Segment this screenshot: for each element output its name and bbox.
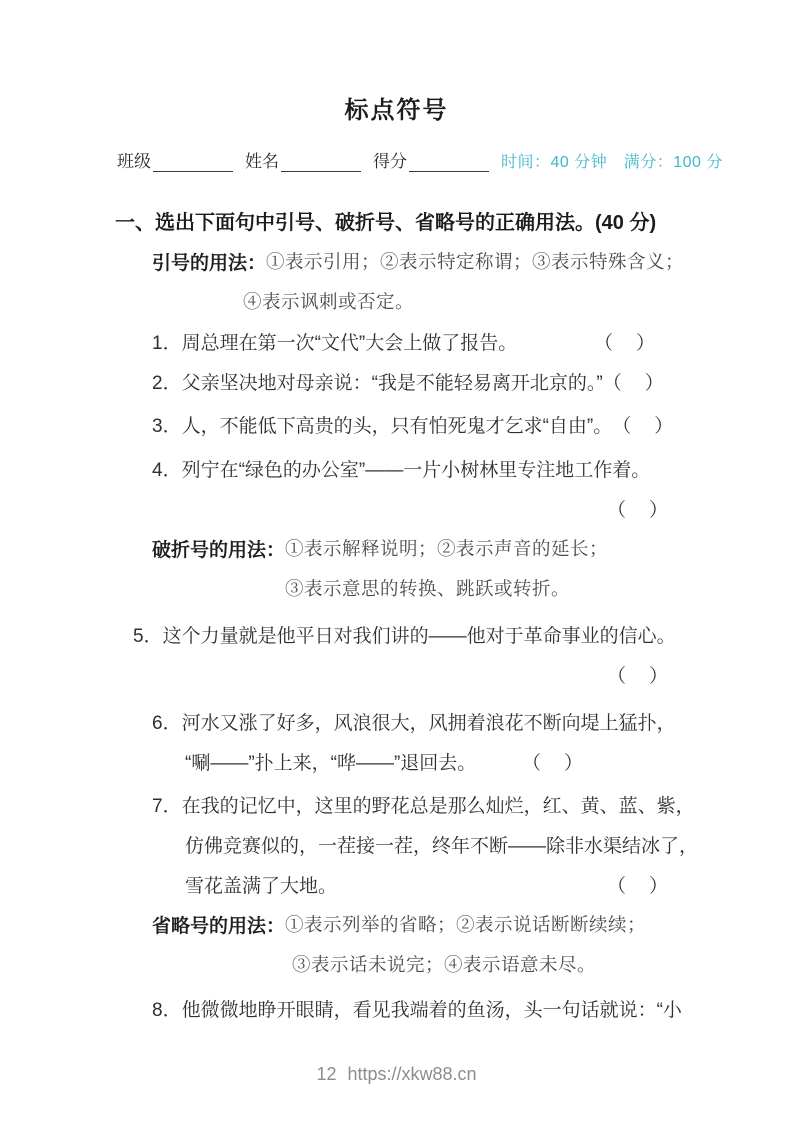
answer-blank: （ ） <box>612 415 676 437</box>
usage-line <box>152 281 685 321</box>
question-text: 4．列宁在“绿色的办公室”——一片小树林里专注地工作着。 <box>152 459 651 481</box>
question-text: 雪花盖满了大地。 <box>185 875 338 897</box>
answer-blank: （ ） <box>593 332 657 354</box>
question-text: 6．河水又涨了好多，风浪很大，风拥着浪花不断向堤上猛扑， <box>152 712 676 734</box>
question-text: “唰——”扑上来，“哗——”退回去。 <box>185 752 477 774</box>
question-text: 2．父亲坚决地对母亲说：“我是不能轻易离开北京的。” <box>152 372 603 394</box>
usage-text: ④表示讽刺或否定。 <box>243 293 415 313</box>
question-text: 1．周总理在第一次“文代”大会上做了报告。 <box>152 332 518 354</box>
class-blank-underline <box>153 155 233 172</box>
student-info-row <box>117 147 723 172</box>
question-line <box>152 988 685 1028</box>
question-2 <box>152 361 685 401</box>
answer-blank: （ ） <box>602 372 666 394</box>
class-field <box>117 147 233 172</box>
name-field <box>245 147 361 172</box>
page-title: 标点符号 <box>344 97 449 124</box>
answer-blank: （ ） <box>521 752 585 774</box>
answer-blank: （ ） <box>606 499 670 521</box>
section-content <box>0 241 793 1028</box>
question-line <box>152 784 695 824</box>
question-line <box>152 741 685 781</box>
page-footer <box>0 1064 793 1085</box>
question-text: 5．这个力量就是他平日对我们讲的——他对于革命事业的信心。 <box>133 625 676 647</box>
question-5 <box>133 614 685 694</box>
usage-ellipsis <box>152 904 685 984</box>
answer-blank-line <box>133 654 685 694</box>
question-line <box>152 404 685 444</box>
usage-text: ①表示列举的省略；②表示说话断断续续； <box>285 916 647 936</box>
answer-blank-line <box>152 488 685 528</box>
question-text: 7．在我的记忆中，这里的野花总是那么灿烂，红、黄、蓝、紫， <box>152 795 695 817</box>
question-3 <box>152 404 685 444</box>
usage-text: ①表示引用；②表示特定称谓；③表示特殊含义； <box>266 253 685 273</box>
usage-dash <box>152 528 685 608</box>
score-blank-underline <box>409 155 489 172</box>
usage-line <box>152 904 685 944</box>
question-4 <box>152 448 685 528</box>
usage-label: 省略号的用法： <box>152 915 286 937</box>
question-7 <box>152 784 699 904</box>
usage-quotation-marks <box>152 241 685 321</box>
question-line <box>133 614 685 654</box>
exam-info: 时间：40 分钟 满分：100 分 <box>501 154 723 171</box>
usage-line <box>152 944 685 984</box>
question-line <box>152 361 685 401</box>
score-field <box>373 147 489 172</box>
question-text: 仿佛竞赛似的，一茬接一茬，终年不断——除非水渠结冰了， <box>185 835 699 857</box>
question-1 <box>152 321 685 361</box>
usage-label: 破折号的用法： <box>152 539 286 561</box>
section-heading: 一、选出下面句中引号、破折号、省略号的正确用法。(40 分) <box>115 212 657 234</box>
name-blank-underline <box>281 155 361 172</box>
usage-label: 引号的用法： <box>152 252 267 274</box>
question-line <box>152 824 699 864</box>
question-line <box>152 864 685 904</box>
usage-line <box>152 568 685 608</box>
class-label: 班级 <box>117 152 151 171</box>
question-text: 8．他微微地睁开眼睛，看见我端着的鱼汤，头一句话就说：“小 <box>152 999 682 1021</box>
question-text: 3．人，不能低下高贵的头，只有怕死鬼才乞求“自由”。 <box>152 415 613 437</box>
usage-line <box>152 241 685 281</box>
usage-text: ③表示话未说完；④表示语意未尽。 <box>292 956 597 976</box>
question-line <box>152 448 685 488</box>
question-line <box>152 321 685 361</box>
name-label: 姓名 <box>245 152 279 171</box>
answer-blank: （ ） <box>606 665 670 687</box>
page-number: 12 <box>316 1064 337 1084</box>
footer-url: https://xkw88.cn <box>347 1064 477 1084</box>
usage-text: ①表示解释说明；②表示声音的延长； <box>285 540 609 560</box>
score-label: 得分 <box>373 152 407 171</box>
usage-line <box>152 528 685 568</box>
answer-blank: （ ） <box>606 875 670 897</box>
question-8 <box>152 988 685 1028</box>
question-line <box>152 701 685 741</box>
question-6 <box>152 701 685 781</box>
usage-text: ③表示意思的转换、跳跃或转折。 <box>285 580 571 600</box>
